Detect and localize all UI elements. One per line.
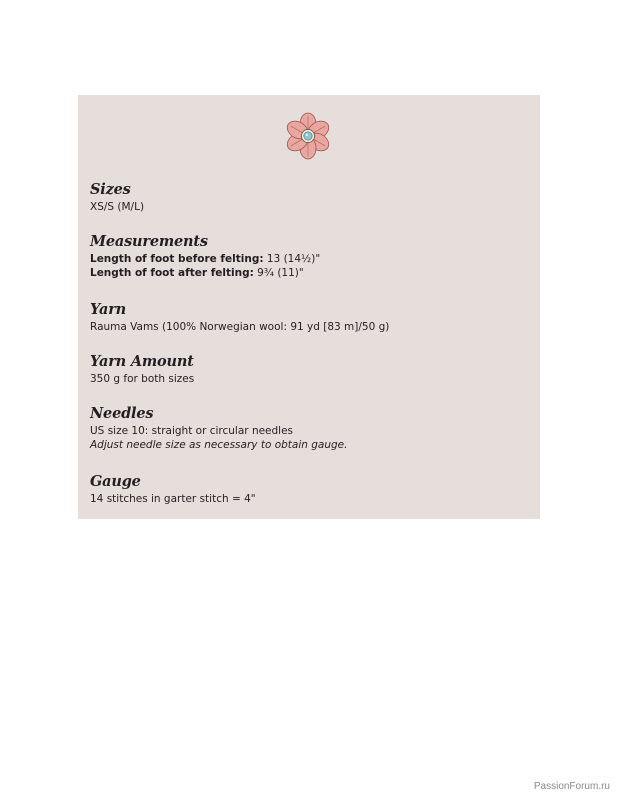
sizes-heading: Sizes [90, 181, 131, 198]
length-after-value: 9¾ (11)" [253, 267, 304, 279]
needles-section [90, 404, 347, 452]
yarn-amount-section [90, 352, 194, 386]
watermark: PassionForum.ru [533, 781, 610, 792]
length-after-label: Length of foot after felting: [90, 267, 254, 279]
sizes-text: XS/S (M/L) [90, 201, 145, 213]
flower-icon [282, 112, 334, 160]
yarn-text: Rauma Vams (100% Norwegian wool: 91 yd [83 m]/50 g) [90, 321, 390, 333]
needles-text: US size 10: straight or circular needles [90, 425, 294, 437]
measurements-section [90, 232, 320, 280]
yarn-amount-heading: Yarn Amount [90, 353, 194, 370]
length-before-label: Length of foot before felting: [90, 253, 264, 265]
length-before-value: 13 (14½)" [263, 253, 321, 265]
needles-heading: Needles [90, 405, 154, 422]
yarn-section [90, 300, 389, 334]
yarn-amount-text: 350 g for both sizes [90, 373, 195, 385]
yarn-heading: Yarn [90, 301, 127, 318]
length-after-felting [90, 266, 320, 280]
needles-note: Adjust needle size as necessary to obtain gauge. [90, 439, 348, 451]
sizes-section [90, 180, 144, 214]
length-before-felting [90, 252, 320, 266]
gauge-section [90, 472, 256, 506]
measurements-heading: Measurements [90, 233, 208, 250]
gauge-heading: Gauge [90, 473, 141, 490]
gauge-text: 14 stitches in garter stitch = 4" [90, 493, 256, 505]
